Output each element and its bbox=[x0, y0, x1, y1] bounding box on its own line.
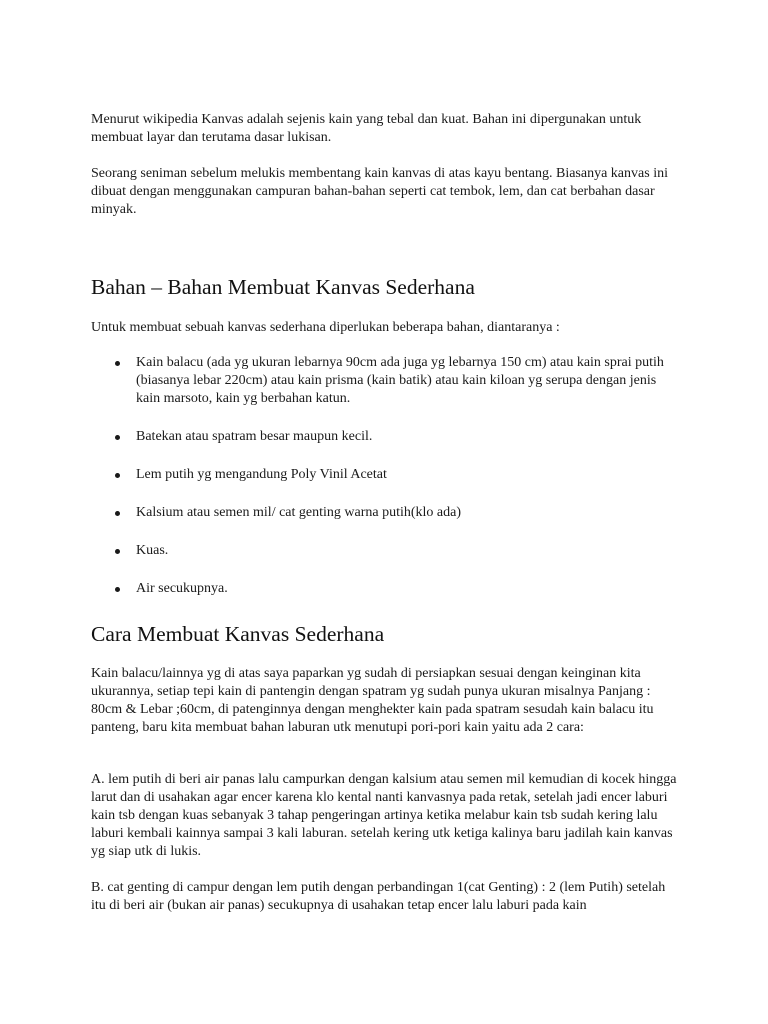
list-item-text: Kalsium atau semen mil/ cat genting warna putih(klo ada) bbox=[136, 505, 462, 520]
bullet-icon bbox=[115, 549, 120, 554]
bullet-icon bbox=[115, 361, 120, 366]
bullet-icon bbox=[115, 511, 120, 516]
intro-paragraph-2: Seorang seniman sebelum melukis membentang kain kanvas di atas kayu bentang. Biasanya kanvas ini dibuat dengan menggunakan campuran bahan-bahan seperti cat tembok, lem, dan cat berbahan dasar minyak. bbox=[91, 166, 668, 217]
list-item-text: Batekan atau spatram besar maupun kecil. bbox=[136, 429, 373, 444]
intro-paragraph-1: Menurut wikipedia Kanvas adalah sejenis kain yang tebal dan kuat. Bahan ini dipergunakan untuk membuat layar dan terutama dasar lukisan. bbox=[91, 112, 642, 145]
cara-paragraph-1: Kain balacu/lainnya yg di atas saya paparkan yg sudah di persiapkan sesuai dengan keinginan kita ukurannya, setiap tepi kain di pantengin dengan spatram yg sudah punya ukuran misalnya Panjang : 80cm & Lebar ;60cm, di patenginnya dengan menghekter kain pada spatram sesudah kain balacu itu panteng, baru kita membuat bahan laburan utk menutupi pori-pori kain yaitu ada 2 cara: bbox=[91, 666, 654, 735]
list-item-text: Kuas. bbox=[136, 543, 169, 558]
bahan-intro-paragraph: Untuk membuat sebuah kanvas sederhana diperlukan beberapa bahan, diantaranya : bbox=[91, 320, 560, 335]
list-item bbox=[91, 354, 681, 408]
list-item bbox=[91, 580, 681, 598]
bullet-icon bbox=[115, 435, 120, 440]
list-item-text: Lem putih yg mengandung Poly Vinil Acetat bbox=[136, 467, 387, 482]
cara-paragraph-3: B. cat genting di campur dengan lem putih dengan perbandingan 1(cat Genting) : 2 (lem Putih) setelah itu di beri air (bukan air panas) secukupnya di usahakan tetap encer lalu laburi pada kain bbox=[91, 880, 666, 913]
list-item-text: Kain balacu (ada yg ukuran lebarnya 90cm ada juga yg lebarnya 150 cm) atau kain sprai putih (biasanya lebar 220cm) atau kain prisma (kain batik) atau kain kiloan yg serupa dengan jenis kain marsoto, kain yg berbahan katun. bbox=[136, 355, 664, 406]
bullet-icon bbox=[115, 473, 120, 478]
bullet-icon bbox=[115, 587, 120, 592]
list-item bbox=[91, 504, 681, 522]
list-item bbox=[91, 466, 681, 484]
cara-paragraph-2: A. lem putih di beri air panas lalu campurkan dengan kalsium atau semen mil kemudian di kocek hingga larut dan di usahakan agar encer karena klo kental nanti kanvasnya pada retak, setelah jadi encer laburi kain tsb dengan kuas sebanyak 3 tahap pengeringan artinya ketika melabur kain tsb sudah kering lalu laburi kembali kainnya sampai 3 kali laburan. setelah kering utk ketiga kalinya baru jadilah kain kanvas yg siap utk di lukis. bbox=[91, 772, 677, 859]
list-item bbox=[91, 542, 681, 560]
bahan-list bbox=[91, 354, 681, 598]
list-item-text: Air secukupnya. bbox=[136, 581, 228, 596]
list-item bbox=[91, 428, 681, 446]
section-heading-bahan: Bahan – Bahan Membuat Kanvas Sederhana bbox=[91, 275, 475, 299]
section-heading-cara: Cara Membuat Kanvas Sederhana bbox=[91, 622, 385, 646]
